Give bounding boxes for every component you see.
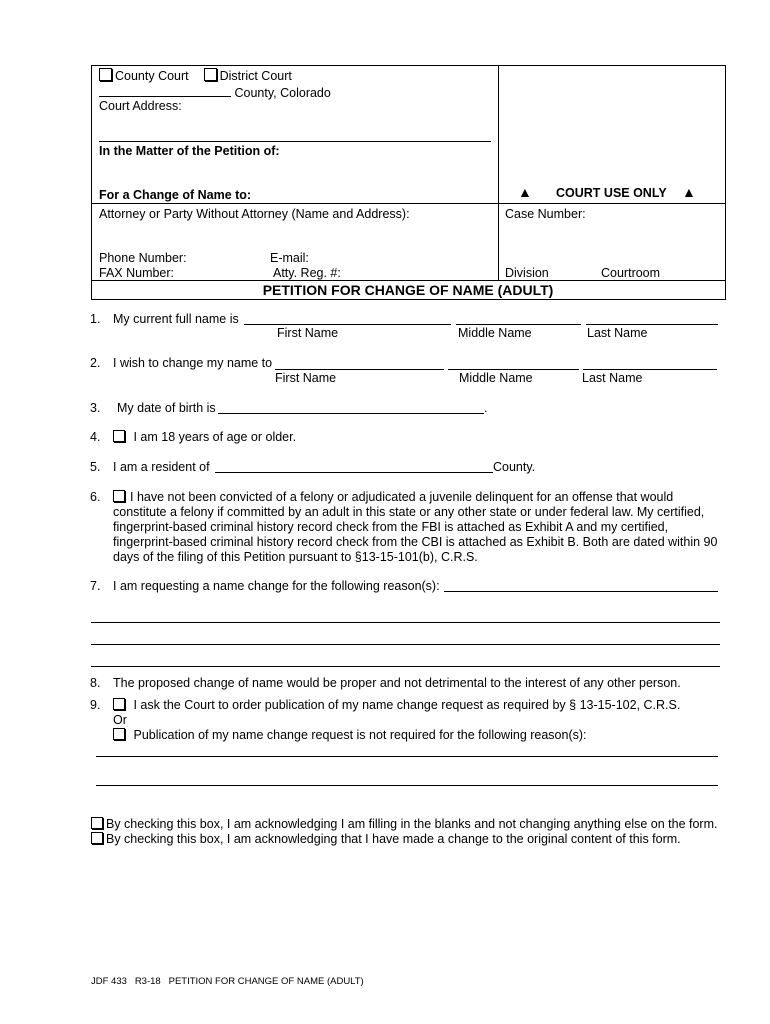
last-name-caption: Last Name [582, 371, 643, 385]
new-name-label: I wish to change my name to [113, 356, 273, 370]
reason-line[interactable] [91, 622, 720, 623]
first-name-caption: First Name [275, 371, 337, 385]
new-first-name-field[interactable] [275, 369, 444, 370]
up-arrow-icon: ▲ [682, 184, 696, 200]
attorney-label: Attorney or Party Without Attorney (Name and Address): [99, 207, 410, 221]
caption-row-divider [91, 203, 725, 204]
first-name-caption: First Name [277, 326, 339, 340]
current-name-label: My current full name is [113, 312, 239, 326]
dob-field[interactable] [218, 413, 484, 414]
ack-no-change-label: By checking this box, I am acknowledging I am filling in the blanks and not changing anything else on the form. [106, 817, 718, 831]
item-number: 6. [90, 490, 101, 504]
reason-line[interactable] [91, 666, 720, 667]
court-address-label: Court Address: [99, 99, 182, 113]
county-court-checkbox[interactable] [99, 68, 112, 81]
age-label: I am 18 years of age or older. [133, 430, 297, 444]
email-label: E-mail: [270, 251, 309, 265]
current-first-name-field[interactable] [244, 324, 451, 325]
middle-name-caption: Middle Name [458, 326, 532, 340]
item-number: 4. [90, 430, 101, 444]
or-label: Or [113, 713, 127, 727]
resident-county-field[interactable] [215, 472, 493, 473]
up-arrow-icon: ▲ [518, 184, 532, 200]
middle-name-caption: Middle Name [459, 371, 533, 385]
court-address-field[interactable] [99, 141, 491, 142]
current-middle-name-field[interactable] [456, 324, 581, 325]
division-label: Division [505, 266, 549, 280]
case-number-label: Case Number: [505, 207, 586, 221]
title-divider [91, 280, 725, 281]
change-to-label: For a Change of Name to: [99, 188, 252, 202]
courtroom-label: Courtroom [601, 266, 661, 280]
caption-divider [498, 65, 499, 280]
reason-line[interactable] [91, 644, 720, 645]
county-court-label: County Court [115, 69, 189, 83]
new-middle-name-field[interactable] [448, 369, 579, 370]
county-suffix: County. [493, 460, 536, 474]
county-name-field[interactable] [99, 84, 231, 97]
current-last-name-field[interactable] [586, 324, 718, 325]
ack-changed-label: By checking this box, I am acknowledging that I have made a change to the original content of this form. [106, 832, 681, 846]
phone-label: Phone Number: [99, 251, 187, 265]
no-publication-reason-line[interactable] [96, 785, 718, 786]
item-number: 2. [90, 356, 101, 370]
ack-no-change-checkbox[interactable] [91, 817, 103, 829]
item-number: 7. [90, 579, 101, 593]
no-publication-reason-line[interactable] [96, 756, 718, 757]
page-title: PETITION FOR CHANGE OF NAME (ADULT) [262, 282, 554, 298]
reason-label: I am requesting a name change for the following reason(s): [113, 579, 440, 593]
publication-checkbox[interactable] [113, 698, 125, 710]
fax-label: FAX Number: [99, 266, 175, 280]
resident-label: I am a resident of [113, 460, 210, 474]
item-number: 8. [90, 676, 101, 690]
proper-statement: The proposed change of name would be proper and not detrimental to the interest of any other person. [113, 676, 681, 690]
publication-label: I ask the Court to order publication of my name change request as required by § 13-15-102, C.R.S. [133, 698, 681, 712]
last-name-caption: Last Name [587, 326, 648, 340]
county-colorado-label: County, Colorado [234, 86, 331, 100]
form-footer: JDF 433 R3-18 PETITION FOR CHANGE OF NAME (ADULT) [91, 976, 364, 987]
district-court-label: District Court [219, 69, 292, 83]
item-number: 3. [90, 401, 101, 415]
dob-label: My date of birth is [117, 401, 216, 415]
ack-changed-checkbox[interactable] [91, 832, 103, 844]
court-use-only-label: COURT USE ONLY [556, 186, 667, 200]
period: . [484, 401, 488, 415]
new-last-name-field[interactable] [583, 369, 717, 370]
no-felony-statement: I have not been convicted of a felony or adjudicated a juvenile delinquent for an offense that would constitute a felony if committed by an adult in this state or any other state or under federal law. My certified, fingerprint-based criminal history record check from the FBI is attached as Exhibit A and my certified, fingerprint-based criminal history record check from the CBI is attached as Exhibit B. Both are dated within 90 days of the filing of this Petition pursuant to §13-15-101(b), C.R.S. [113, 490, 718, 564]
no-publication-label: Publication of my name change request is not required for the following reason(s): [133, 728, 587, 742]
item-number: 1. [90, 312, 101, 326]
item-number: 9. [90, 698, 101, 712]
no-publication-checkbox[interactable] [113, 728, 125, 740]
atty-reg-label: Atty. Reg. #: [273, 266, 341, 280]
district-court-checkbox[interactable] [204, 68, 217, 81]
in-matter-label: In the Matter of the Petition of: [99, 144, 280, 158]
age-checkbox[interactable] [113, 430, 125, 442]
item-number: 5. [90, 460, 101, 474]
reason-field[interactable] [444, 591, 718, 592]
